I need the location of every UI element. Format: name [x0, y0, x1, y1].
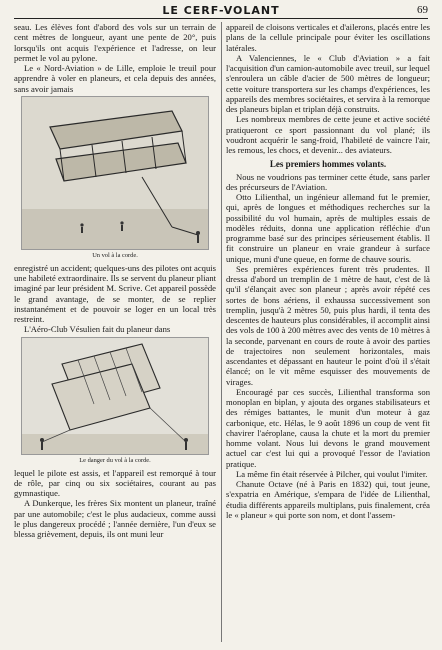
- tilted-glider-illustration: [22, 338, 208, 454]
- right-paragraph-5: Otto Lilienthal, un ingénieur allemand fut le premier, qui, après de longues et méthodiques recherches sur la possibilité du vol humain, après de multiples essais de modèles réduits, donna une application réfléchie d'un programme basé sur des principes sérieusement établis. Il fit construire un planeur en vraie grandeur à surface unique, muni d'une queue, en forme de chauve souris.: [226, 192, 430, 264]
- right-paragraph-4: Nous ne voudrions pas terminer cette étude, sans parler des précurseurs de l'Aviation.: [226, 171, 430, 192]
- left-paragraph-3: enregistré un accident; quelques-uns des pilotes ont acquis une habileté extraordinaire. Ils se servent du planeur pliant imaginé par leur président M. Scrive. Cet appareil possède le grand avantage, de se monter, de se replier instantanément et de pouvoir se loger en un local très restreint.: [14, 262, 216, 324]
- figure-rope-flight-image: [21, 96, 209, 250]
- figure-rope-flight-caption: Un vol à la corde.: [92, 251, 138, 259]
- right-paragraph-3: Les nombreux membres de cette jeune et active société pratiqueront ce sport passionnant du vol plané; ils voudront acquérir le sang-froid, l'habileté de vaincre l'air, les remous, les chocs, et devenir... des aviateurs.: [226, 114, 430, 155]
- left-column: [14, 22, 216, 539]
- left-paragraph-1: seau. Les élèves font d'abord des vols sur un terrain de cent mètres de longueur, ayant une pente de 20°, puis lorsqu'ils ont acquis l'expérience et l'adresse, on leur permet le vol au pylone.: [14, 22, 216, 63]
- section-title: Les premiers hommes volants.: [269, 159, 387, 170]
- right-paragraph-2: A Valenciennes, le « Club d'Aviation » a fait l'acquisition d'un camion-automobile avec treuil, sur lequel s'enroulera un câble d'acier de 500 mètres de longueur; cette voiture transportera sur les champs d'expériences, les appareils des membres sociétaires, et servira à la remorque des planeurs biplan et triplan déjà construits.: [226, 52, 430, 114]
- figure-rope-danger-image: [21, 337, 209, 455]
- right-paragraph-6: Ses premières expériences furent très prudentes. Il dressa d'abord un tremplin de 1 mètre de haut, c'est de là qu'il s'élançait avec son planeur ; après avoir répété ces sortes de bons aériens, il exhaussa successivement son tremplin, jusqu'à 2 mètres 50, puis plus hardi, il tenta des descentes de hauteurs plus considérables, il accomplit ainsi des vols de 100 à 200 mètres avec des vents de 10 mètres à la seconde, parvenant en cours de route à avoir des parties de trajectoires non seulement horizontales, mais ascendantes et dépassant en hauteur le point d'où il s'était élancé; on le vit même esquisser des mouvements de virages.: [226, 263, 430, 387]
- left-paragraph-5: lequel le pilote est assis, et l'appareil est remorqué à tour de rôle, par cinq ou six sociétaires, courant au pas gymnastique.: [14, 467, 216, 498]
- right-column: [226, 22, 430, 520]
- column-divider: [221, 22, 222, 642]
- figure-rope-danger-caption: Le danger du vol à la corde.: [79, 456, 151, 464]
- biplane-glider-illustration: [22, 97, 208, 249]
- page-header: [14, 2, 428, 18]
- right-paragraph-9: Chanute Octave (né à Paris en 1832) qui, tout jeune, s'expatria en Amérique, s'empara de l'idée de Lilienthal, étudia différents appareils multiplans, puis finalement, créa le « planeur » qui porte son nom, et dont l'assem-: [226, 479, 430, 520]
- header-rule: [14, 18, 428, 19]
- right-paragraph-7: Encouragé par ces succès, Lilienthal transforma son monoplan en biplan, y ajouta des organes stabilisateurs et des rémiges battantes, le munit d'un moteur à gaz carbonique, etc. Hélas, le 9 août 1896 un coup de vent fit chavirer l'aéroplane, causa la chute et la mort du premier homme volant. Nous lui devons le grand mouvement actuel car c'est lui qui a provoqué l'essor de l'aviation pratique.: [226, 386, 430, 469]
- journal-title: LE CERF-VOLANT: [162, 4, 280, 17]
- left-paragraph-4: L'Aéro-Club Vésulien fait du planeur dans: [24, 324, 171, 335]
- page-number: 69: [417, 4, 428, 16]
- figure-rope-flight: [14, 96, 216, 260]
- right-paragraph-1: appareil de cloisons verticales et d'ailerons, placés entre les plans de la cellule principale pour éviter les oscillations latérales.: [226, 22, 430, 53]
- figure-rope-danger: [14, 337, 216, 465]
- left-paragraph-2: Le « Nord-Aviation » de Lille, emploie le treuil pour apprendre à voler en planeurs, et cela depuis des années, sans avoir jamais: [14, 63, 216, 94]
- left-paragraph-6: A Dunkerque, les frères Six montent un planeur, traîné par une automobile; c'est le plus audacieux, comme aussi le plus dangereux procédé ; l'année dernière, l'un d'eux se blessa grièvement, depuis, ils ont muni leur: [14, 498, 216, 539]
- right-paragraph-8: La même fin était réservée à Pilcher, qui voulut l'imiter.: [236, 468, 428, 479]
